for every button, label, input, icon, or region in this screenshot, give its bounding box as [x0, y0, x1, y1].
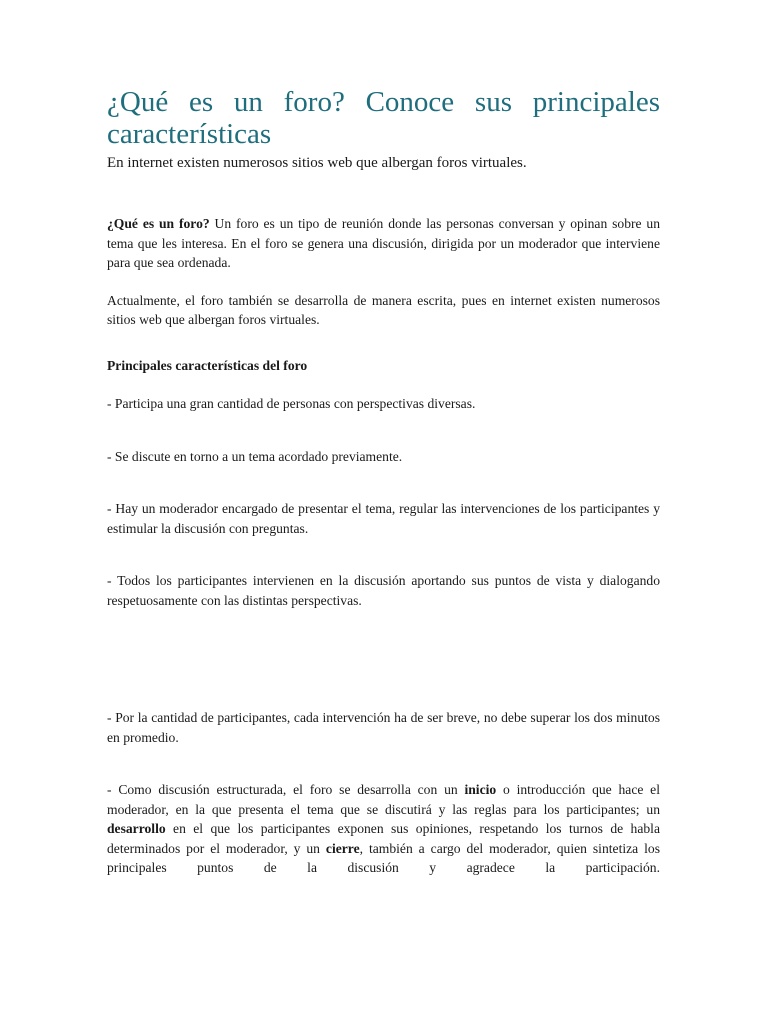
document-content	[107, 86, 660, 878]
paragraph-2: Actualmente, el foro también se desarrolla de manera escrita, pues en internet existen numerosos sitios web que albergan foros virtuales.	[107, 292, 660, 327]
page-subtitle: En internet existen numerosos sitios web que albergan foros virtuales.	[107, 155, 527, 171]
intro-paragraph	[107, 214, 660, 273]
page-title: ¿Qué es un foro? Conoce sus principales características	[107, 86, 660, 150]
list-item: - Participa una gran cantidad de personas con perspectivas diversas.	[107, 396, 476, 411]
list-item-last	[107, 780, 660, 878]
last-item-part3: en el que los participantes exponen sus opiniones, respetando los turnos de habla determinados por el moderador, y un	[107, 821, 660, 856]
list-item: - Se discute en torno a un tema acordado previamente.	[107, 448, 403, 464]
bold-desarrollo: desarrollo	[107, 821, 166, 836]
list-item: - Por la cantidad de participantes, cada intervención ha de ser breve, no debe superar los dos minutos en promedio.	[107, 710, 660, 745]
section-heading: Principales características del foro	[107, 357, 308, 373]
list-item: - Todos los participantes intervienen en la discusión aportando sus puntos de vista y dialogando respetuosamente con las distintas perspectivas.	[107, 573, 660, 608]
bold-cierre: cierre	[325, 840, 360, 856]
last-item-part2: o introducción que hace el moderador, en la que presenta el tema que se discutirá y las reglas para los participantes; un	[107, 782, 660, 817]
intro-text: Un foro es un tipo de reunión donde las personas conversan y opinan sobre un tema que les interesa. En el foro se genera una discusión, dirigida por un moderador que interviene para que sea ordenada.	[107, 216, 661, 270]
last-item-part1: - Como discusión estructurada, el foro se desarrolla con un	[107, 782, 465, 797]
list-item: - Hay un moderador encargado de presentar el tema, regular las intervenciones de los participantes y estimular la discusión con preguntas.	[107, 501, 660, 536]
last-item-part4: , también a cargo del moderador, quien sintetiza los principales puntos de la discusión y agradece la participación.	[107, 840, 660, 875]
bold-inicio: inicio	[464, 782, 497, 797]
intro-bold-lead: ¿Qué es un foro?	[107, 216, 210, 231]
